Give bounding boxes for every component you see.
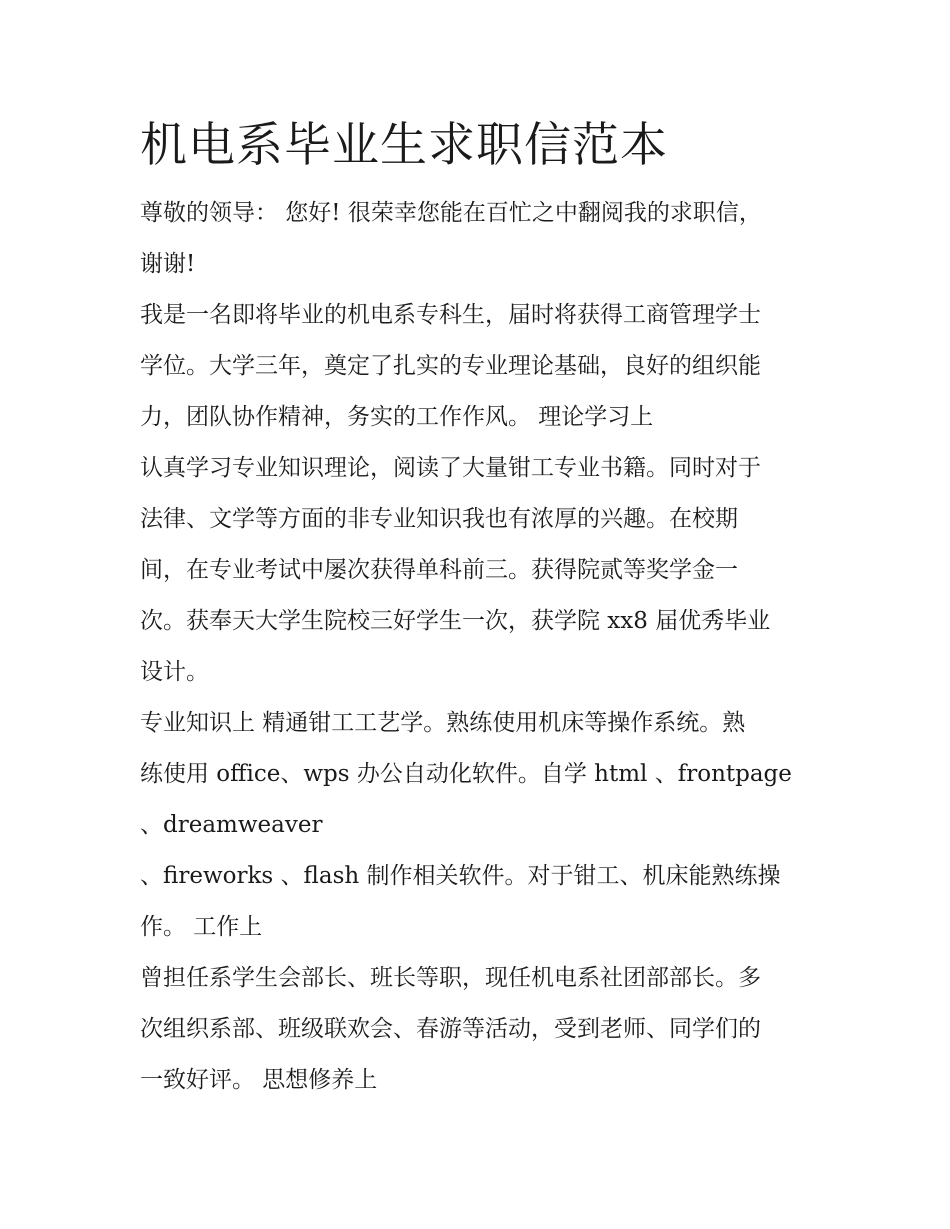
text-line: 专业知识上 精通钳工工艺学。熟练使用机床等操作系统。熟 <box>140 710 746 736</box>
text-line: 次组织系部、班级联欢会、春游等活动，受到老师、同学们的 <box>140 1016 761 1042</box>
document-page <box>140 112 820 1106</box>
text-line: 力，团队协作精神，务实的工作作风。 理论学习上 <box>140 404 654 430</box>
text-line: 曾担任系学生会部长、班长等职，现任机电系社团部部长。多 <box>140 965 761 991</box>
text-line: 尊敬的领导： 您好! 很荣幸您能在百忙之中翻阅我的求职信， <box>140 200 762 226</box>
body-text <box>140 188 820 1106</box>
text-line: 我是一名即将毕业的机电系专科生，届时将获得工商管理学士 <box>140 302 761 328</box>
text-line: 认真学习专业知识理论，阅读了大量钳工专业书籍。同时对于 <box>140 455 761 481</box>
text-line: 、dreamweaver <box>140 812 323 838</box>
text-line: 间，在专业考试中屡次获得单科前三。获得院贰等奖学金一 <box>140 557 738 583</box>
page-title: 机电系毕业生求职信范本 <box>140 118 668 173</box>
text-line: 学位。大学三年，奠定了扎实的专业理论基础，良好的组织能 <box>140 353 761 379</box>
text-line: 法律、文学等方面的非专业知识我也有浓厚的兴趣。在校期 <box>140 506 738 532</box>
text-line: 设计。 <box>140 659 209 685</box>
text-line: 次。获奉天大学生院校三好学生一次，获学院 xx8 届优秀毕业 <box>140 608 771 634</box>
text-line: 、fireworks 、flash 制作相关软件。对于钳工、机床能熟练操 <box>140 863 781 889</box>
text-line: 谢谢! <box>140 251 196 277</box>
text-line: 练使用 office、wps 办公自动化软件。自学 html 、frontpage <box>140 761 792 787</box>
text-line: 一致好评。 思想修养上 <box>140 1067 378 1093</box>
text-line: 作。 工作上 <box>140 914 263 940</box>
